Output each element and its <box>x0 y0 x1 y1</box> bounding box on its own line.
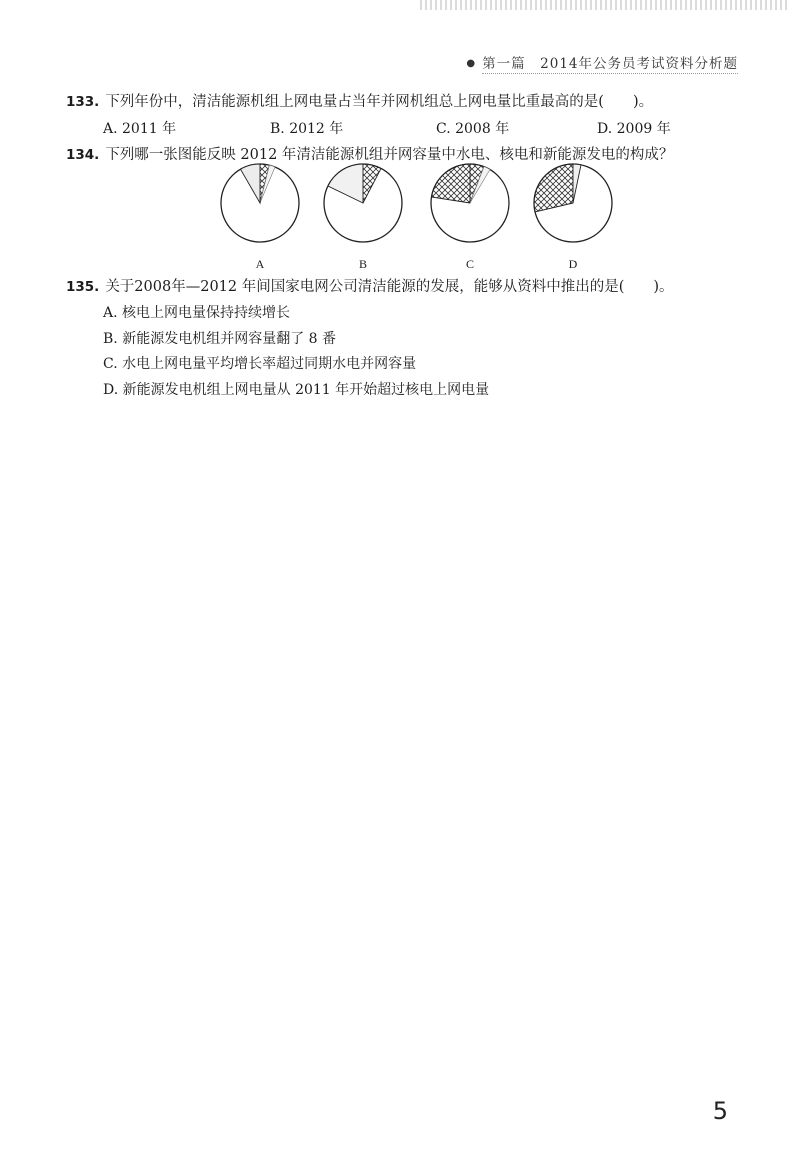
pie-c <box>431 164 509 242</box>
pie-options <box>205 160 625 275</box>
header-bullet: ● <box>466 57 477 69</box>
question-133 <box>66 90 653 111</box>
option-c: C. 2008 年 <box>436 121 510 137</box>
question-number: 135. <box>66 279 100 295</box>
question-text: 关于2008年—2012 年间国家电网公司清洁能源的发展，能够从资料中推出的是( )。 <box>105 279 674 295</box>
running-header <box>466 52 738 74</box>
option-b: B. 新能源发电机组并网容量翻了 8 番 <box>103 331 336 347</box>
question-text: 下列年份中，清洁能源机组上网电量占当年并网机组总上网电量比重最高的是( )。 <box>105 94 654 110</box>
header-title: 第一篇 2014年公务员考试资料分析题 <box>482 52 738 74</box>
pie-b <box>324 164 402 242</box>
pie-charts <box>205 160 625 260</box>
option-d: D. 新能源发电机组上网电量从 2011 年开始超过核电上网电量 <box>103 382 490 398</box>
pie-label-a: A <box>255 257 265 271</box>
question-135 <box>66 275 674 296</box>
pie-label-d: D <box>568 257 578 271</box>
option-a: A. 核电上网电量保持持续增长 <box>103 305 291 321</box>
page-number: 5 <box>712 1097 728 1125</box>
pie-d <box>534 164 612 242</box>
option-b: B. 2012 年 <box>270 121 344 137</box>
question-133-options <box>0 118 800 138</box>
pie-a <box>221 164 299 242</box>
pie-label-b: B <box>358 257 367 271</box>
scan-artifact <box>420 0 790 10</box>
option-a: A. 2011 年 <box>103 121 177 137</box>
question-text: 下列哪一张图能反映 2012 年清洁能源机组并网容量中水电、核电和新能源发电的构成？ <box>105 147 674 163</box>
question-number: 133. <box>66 94 100 110</box>
option-d: D. 2009 年 <box>597 121 671 137</box>
question-number: 134. <box>66 147 100 163</box>
option-c: C. 水电上网电量平均增长率超过同期水电并网容量 <box>103 356 417 372</box>
pie-label-c: C <box>465 257 474 271</box>
